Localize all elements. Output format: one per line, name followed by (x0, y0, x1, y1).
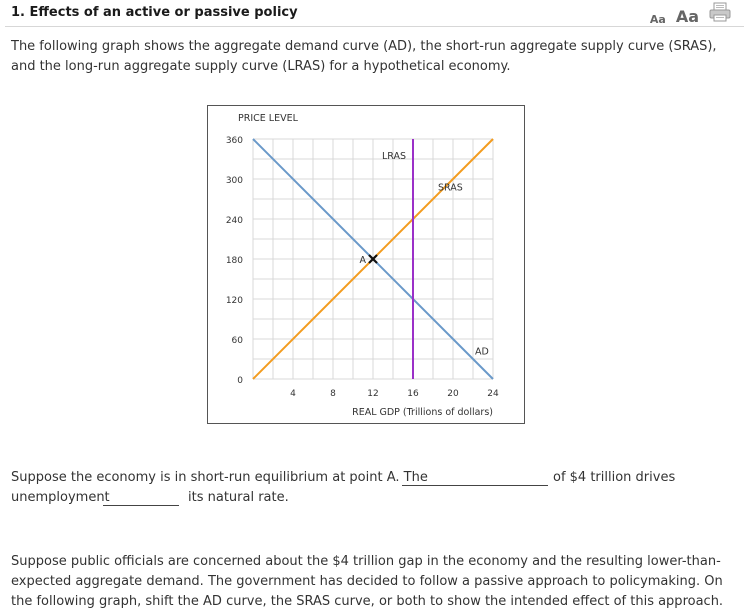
equilibrium-sentence-1: Suppose the economy is in short-run equilibrium at point A. The (11, 470, 428, 485)
x-tick-label: 20 (447, 389, 459, 399)
y-tick-label: 0 (237, 376, 243, 386)
y-tick-label: 60 (231, 336, 243, 346)
ad-as-chart[interactable] (208, 106, 524, 423)
equilibrium-sentence-2-end: its natural rate. (188, 490, 289, 505)
x-tick-label: 16 (407, 389, 419, 399)
equilibrium-sentence-1-end: of $4 trillion drives (553, 470, 676, 485)
sras-label: SRAS (438, 182, 463, 194)
y-tick-label: 120 (225, 296, 243, 306)
print-button[interactable] (709, 2, 731, 26)
question-title: 1. Effects of an active or passive policy (11, 5, 298, 20)
y-axis-title: PRICE LEVEL (238, 113, 298, 124)
x-tick-label: 12 (367, 389, 379, 399)
point-a-label: A (359, 255, 366, 266)
increase-font-button[interactable]: Aa (675, 7, 699, 26)
y-tick-label: 180 (225, 256, 243, 266)
toolbar (650, 2, 731, 26)
x-tick-label: 8 (330, 389, 336, 399)
ad-label: AD (475, 346, 489, 358)
x-axis-title: REAL GDP (Trillions of dollars) (352, 407, 493, 418)
intro-paragraph: The following graph shows the aggregate demand curve (AD), the short-run aggregate supply curve (SRAS), and the long-run aggregate supply curve (LRAS) for a hypothetical economy. (11, 39, 717, 74)
y-tick-label: 360 (225, 136, 243, 146)
y-tick-label: 300 (225, 176, 243, 186)
unemployment-direction-dropdown[interactable] (103, 504, 179, 506)
y-tick-label: 240 (225, 216, 243, 226)
x-tick-label: 24 (487, 389, 499, 399)
graph-panel[interactable] (207, 105, 525, 424)
equilibrium-sentence-2: unemployment (11, 490, 110, 505)
header-divider (5, 26, 744, 27)
lras-label: LRAS (381, 151, 406, 162)
policy-paragraph: Suppose public officials are concerned about the $4 trillion gap in the economy and the resulting lower-than-expected aggregate demand. The government has decided to follow a passive approach to policymaking. On the following graph, shift the AD curve, the SRAS curve, or both to show the intended effect of this approach. (11, 554, 724, 609)
gap-type-dropdown[interactable] (402, 484, 548, 486)
decrease-font-button[interactable]: Aa (649, 13, 666, 26)
printer-icon (709, 2, 731, 22)
x-tick-label: 4 (290, 389, 296, 399)
